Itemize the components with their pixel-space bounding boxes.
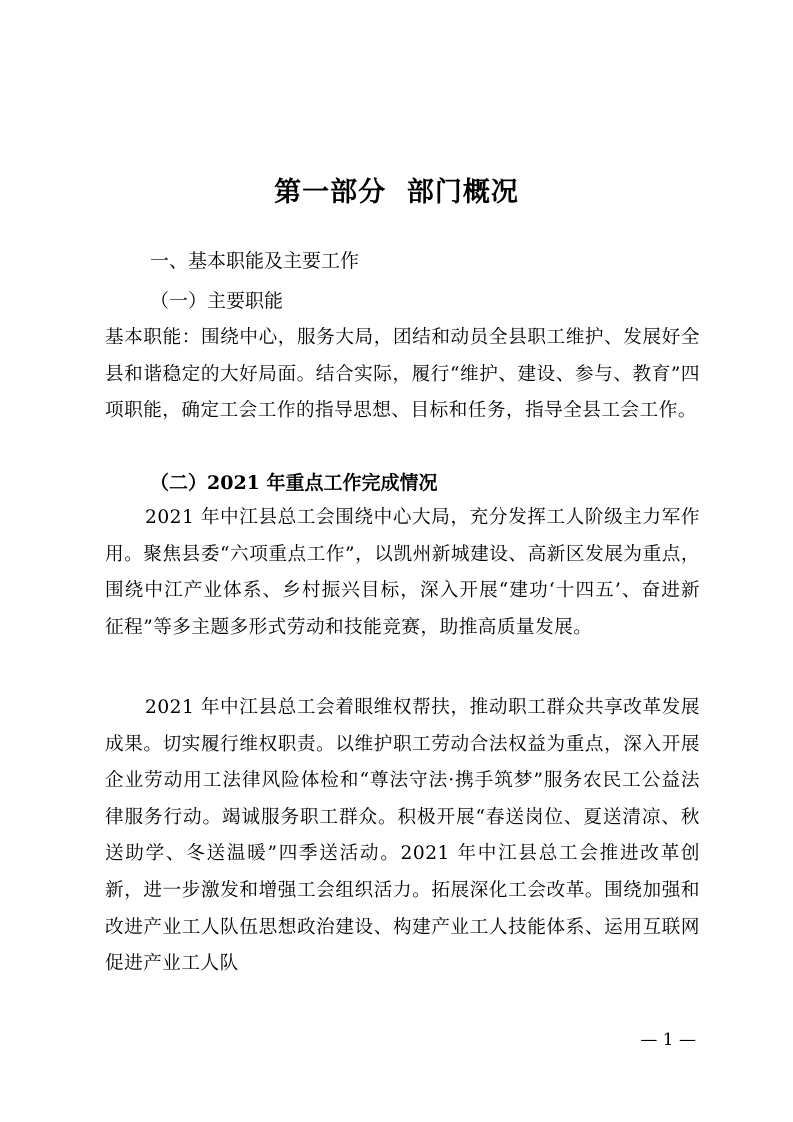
page-title: 第一部分 部门概况 bbox=[274, 177, 519, 208]
paragraph-work-2021-a: 2021 年中江县总工会围绕中心大局，充分发挥工人阶级主力军作用。聚焦县委“六项重点工作”，以凯州新城建设、高新区发展为重点，围绕中江产业体系、乡村振兴目标，深入开展“建功‘十四五’、奋进新征程”等多主题多形式劳动和技能竞赛，助推高质量发展。 bbox=[105, 507, 700, 638]
sub-heading-functions: （一）主要职能 bbox=[150, 290, 284, 312]
sub-heading-work-2021: （二）2021 年重点工作完成情况 bbox=[150, 472, 438, 494]
page-number: — 1 — bbox=[640, 1030, 696, 1050]
paragraph-work-2021-b: 2021 年中江县总工会着眼维权帮扶，推动职工群众共享改革发展成果。切实履行维权职责。以维护职工劳动合法权益为重点，深入开展企业劳动用工法律风险体检和“尊法守法·携手筑梦”服务农民工公益法律服务行动。竭诚服务职工群众。积极开展“春送岗位、夏送清凉、秋送助学、冬送温暖”四季送活动。2021 年中江县总工会推进改革创新，进一步激发和增强工会组织活力。拓展深化工会改革。围绕加强和改进产业工人队伍思想政治建设、构建产业工人技能体系、运用互联网促进产业工人队 bbox=[105, 697, 700, 975]
section-heading: 一、基本职能及主要工作 bbox=[150, 250, 360, 272]
paragraph-functions: 基本职能：围绕中心，服务大局，团结和动员全县职工维护、发展好全县和谐稳定的大好局面。结合实际，履行“维护、建设、参与、教育”四项职能，确定工会工作的指导思想、目标和任务，指导全县工会工作。 bbox=[105, 327, 700, 422]
